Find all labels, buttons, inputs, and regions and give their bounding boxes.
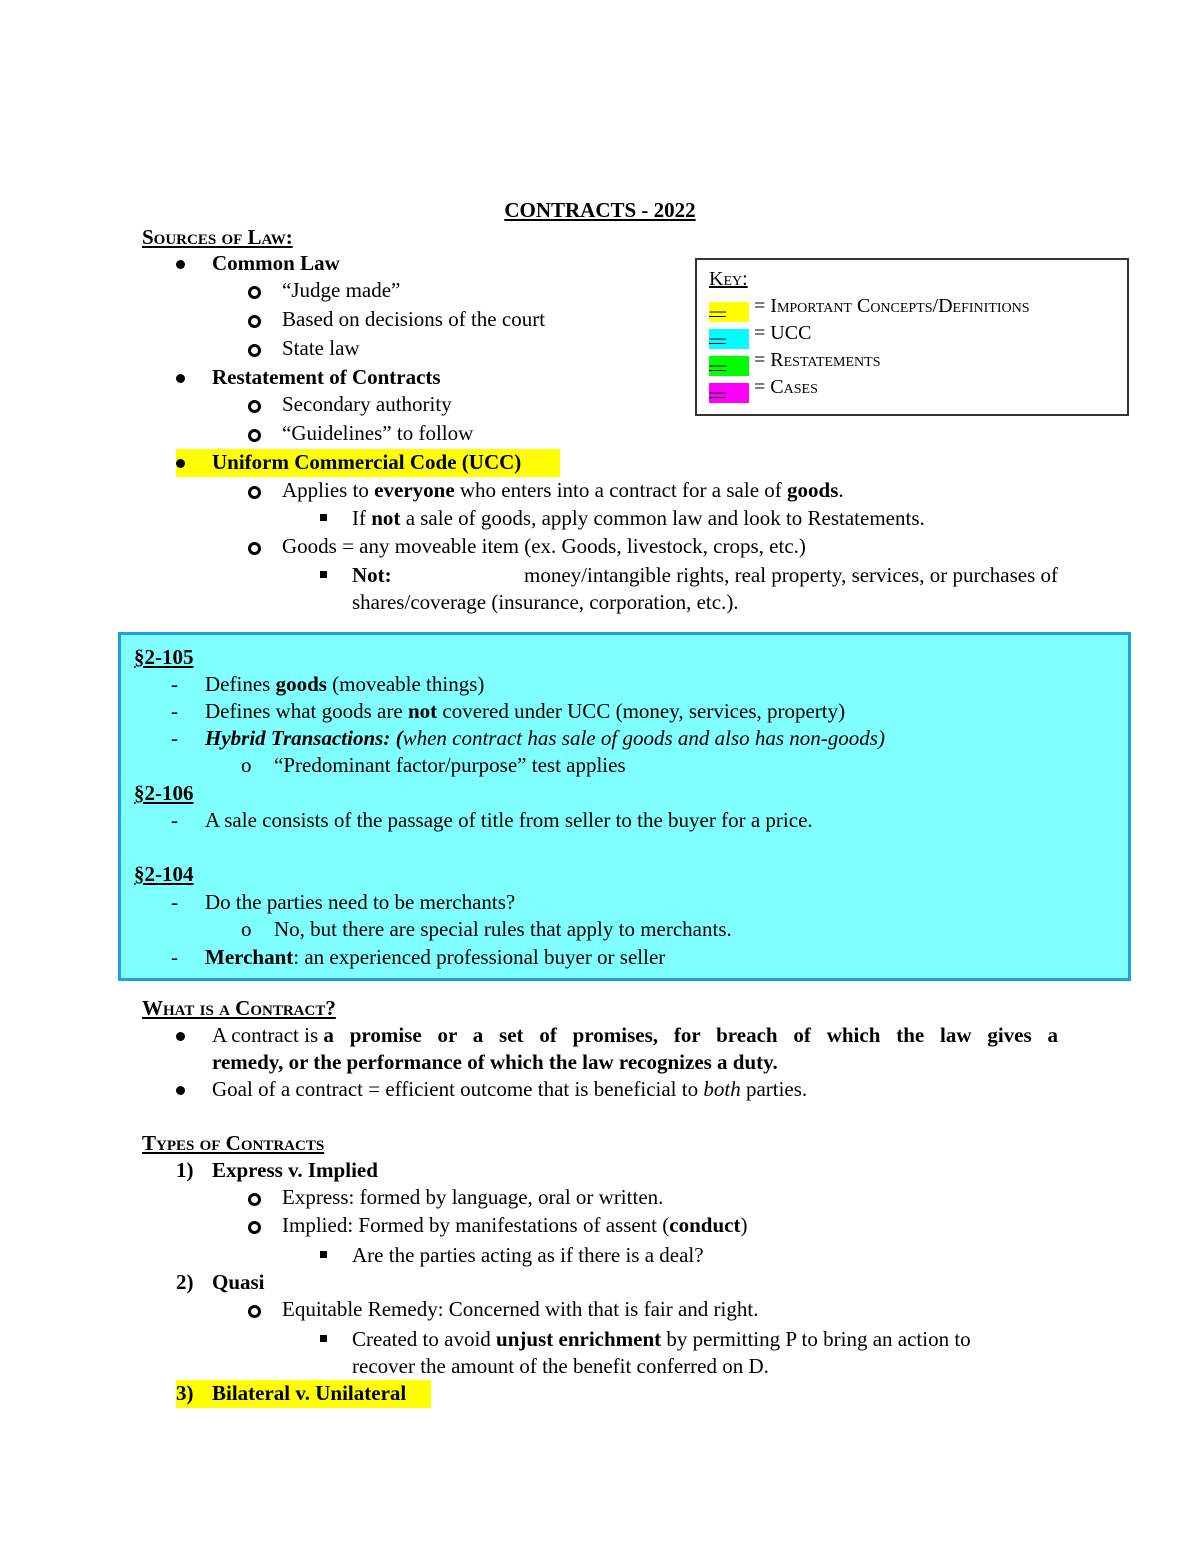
list-item: A sale consists of the passage of title from seller to the buyer for a price. [205, 808, 813, 832]
bullet-icon [176, 374, 185, 383]
yellow-swatch: ----- [709, 302, 749, 322]
circle-bullet-icon [248, 486, 261, 499]
list-item-continuation: shares/coverage (insurance, corporation, etc.). [352, 590, 739, 614]
square-bullet-icon [320, 571, 327, 578]
list-item: Not: money/intangible rights, real property, services, or purchases of [352, 563, 1058, 587]
list-item: Merchant: an experienced professional buyer or seller [205, 945, 666, 969]
circle-bullet-icon [248, 400, 261, 413]
item-number: 3) [176, 1381, 194, 1405]
type-heading: Bilateral v. Unilateral [212, 1381, 407, 1405]
restatement-label: Restatement of Contracts [212, 365, 441, 389]
list-item: Secondary authority [282, 392, 452, 416]
list-item: State law [282, 336, 360, 360]
dash-bullet: - [171, 945, 178, 969]
circle-bullet-icon [248, 542, 261, 555]
list-item: Equitable Remedy: Concerned with that is fair and right. [282, 1297, 759, 1321]
list-item-continuation: recover the amount of the benefit conferred on D. [352, 1354, 769, 1378]
common-law-label: Common Law [212, 251, 340, 275]
list-item: Defines goods (moveable things) [205, 672, 485, 696]
section-2-106: §2-106 [134, 781, 194, 805]
list-item: “Guidelines” to follow [282, 421, 474, 445]
dash-bullet: - [171, 808, 178, 832]
circle-bullet-icon [248, 429, 261, 442]
list-item: “Judge made” [282, 278, 401, 302]
section-2-105: §2-105 [134, 645, 194, 669]
type-heading: Quasi [212, 1270, 265, 1294]
cyan-swatch: ----- [709, 329, 749, 349]
type-heading: Express v. Implied [212, 1158, 378, 1182]
list-item: Defines what goods are not covered under UCC (money, services, property) [205, 699, 846, 723]
legend-heading: Key: [709, 268, 748, 290]
dash-bullet: - [171, 726, 178, 750]
list-item: Based on decisions of the court [282, 307, 546, 331]
green-swatch: ----- [709, 356, 749, 376]
circle-bullet-icon [248, 286, 261, 299]
list-item: Created to avoid unjust enrichment by permitting P to bring an action to [352, 1327, 971, 1351]
dash-bullet: - [171, 890, 178, 914]
list-item: No, but there are special rules that apply to merchants. [274, 917, 732, 941]
document-title: CONTRACTS - 2022 [504, 198, 696, 222]
list-item: Applies to everyone who enters into a contract for a sale of goods. [282, 478, 844, 502]
list-item: Implied: Formed by manifestations of assent (conduct) [282, 1213, 748, 1237]
section-heading-sources: Sources of Law: [142, 225, 293, 249]
legend-row: ----- = Important Concepts/Definitions [709, 295, 1030, 322]
list-item: Goal of a contract = efficient outcome that is beneficial to both parties. [212, 1077, 808, 1101]
bullet-icon [176, 1032, 185, 1041]
square-bullet-icon [320, 514, 327, 521]
legend-row: ----- = UCC [709, 322, 811, 349]
circle-bullet-icon [248, 1305, 261, 1318]
bullet-icon [176, 260, 185, 269]
bullet-icon [176, 1086, 185, 1095]
item-number: 1) [176, 1158, 194, 1182]
legend-row: ----- = Restatements [709, 349, 881, 376]
list-item: If not a sale of goods, apply common law and look to Restatements. [352, 506, 925, 530]
circle-bullet-icon [248, 1221, 261, 1234]
square-bullet-icon [320, 1335, 327, 1342]
item-number: 2) [176, 1270, 194, 1294]
magenta-swatch: ----- [709, 383, 749, 403]
dash-bullet: - [171, 699, 178, 723]
list-item: Express: formed by language, oral or written. [282, 1185, 664, 1209]
section-heading-what: What is a Contract? [142, 996, 336, 1020]
o-bullet: o [241, 753, 252, 777]
list-item: Do the parties need to be merchants? [205, 890, 516, 914]
list-item: Hybrid Transactions: (when contract has sale of goods and also has non-goods) [205, 726, 885, 750]
list-item: Goods = any moveable item (ex. Goods, livestock, crops, etc.) [282, 534, 806, 558]
legend-box [695, 258, 1129, 416]
circle-bullet-icon [248, 315, 261, 328]
section-heading-types: Types of Contracts [142, 1131, 325, 1155]
list-item: A contract is a promise or a set of promises, for breach of which the law gives a [212, 1023, 1058, 1047]
list-item: Are the parties acting as if there is a deal? [352, 1243, 704, 1267]
legend-row: ----- = Cases [709, 376, 818, 403]
bullet-icon [176, 459, 185, 468]
dash-bullet: - [171, 672, 178, 696]
circle-bullet-icon [248, 1193, 261, 1206]
ucc-sections-box [118, 632, 1131, 981]
list-item: “Predominant factor/purpose” test applies [274, 753, 626, 777]
circle-bullet-icon [248, 344, 261, 357]
square-bullet-icon [320, 1251, 327, 1258]
list-item-continuation: remedy, or the performance of which the law recognizes a duty. [212, 1050, 778, 1074]
section-2-104: §2-104 [134, 862, 194, 886]
ucc-label: Uniform Commercial Code (UCC) [212, 450, 522, 474]
o-bullet: o [241, 917, 252, 941]
